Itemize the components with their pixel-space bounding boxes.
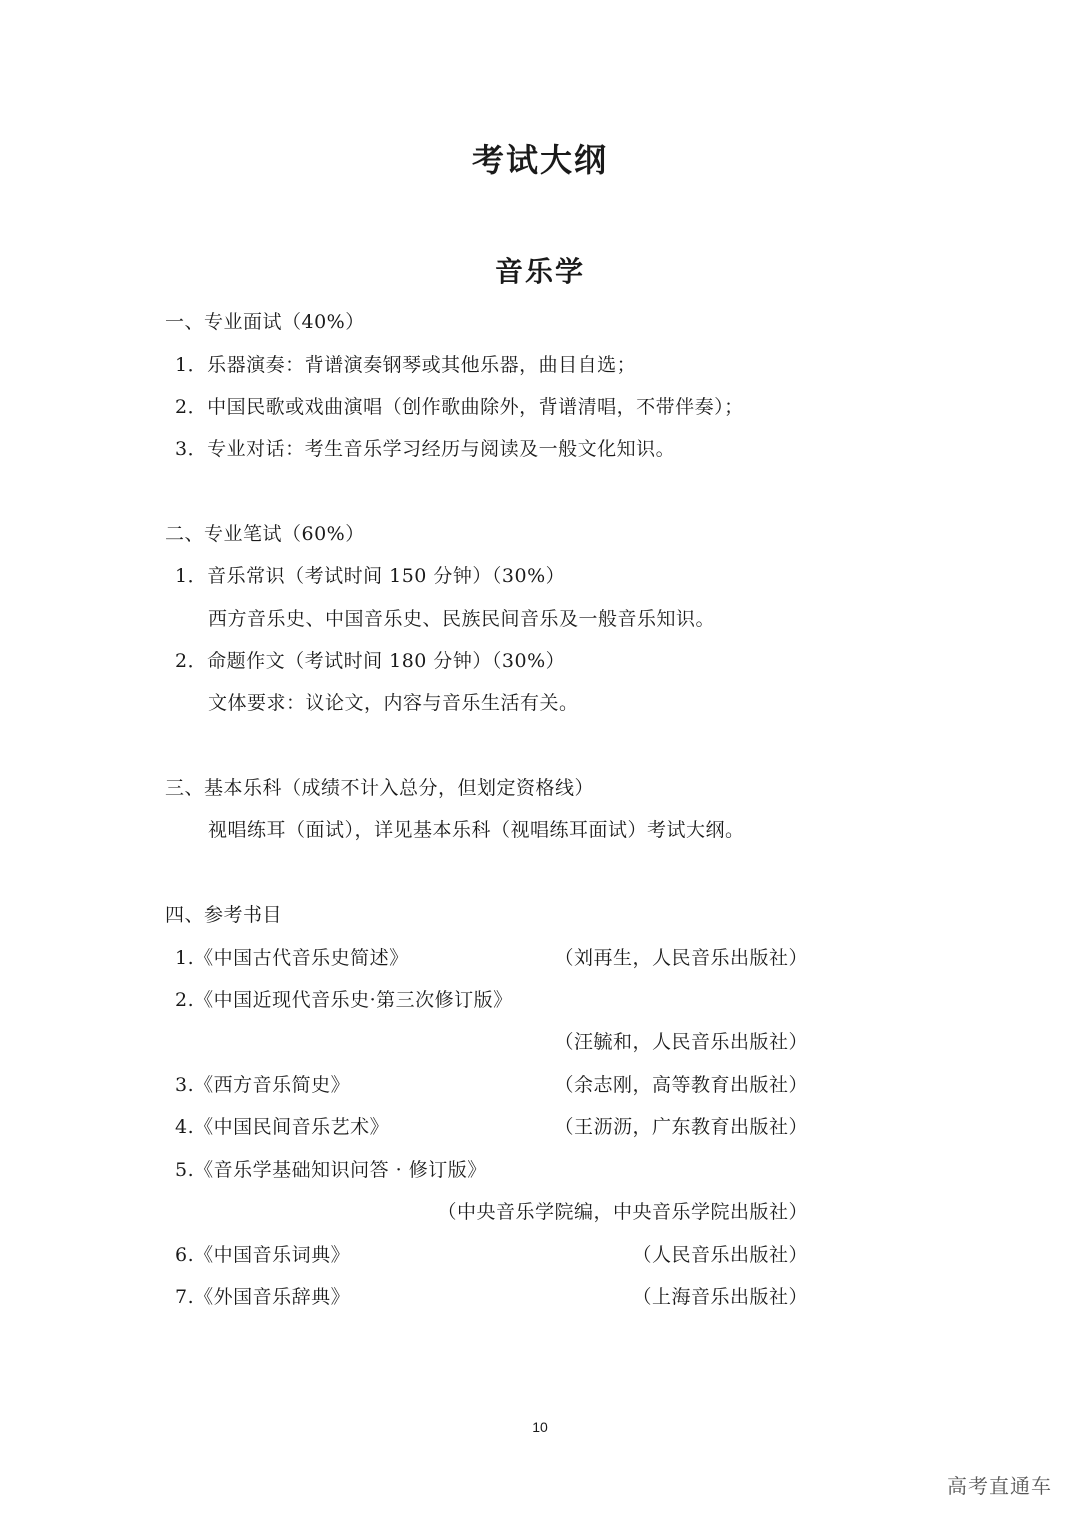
list-item: 2．中国民歌或戏曲演唱（创作歌曲除外，背谱清唱，不带伴奏）； [175, 396, 744, 418]
reference-title: 5.《音乐学基础知识问答 · 修订版》 [175, 1159, 487, 1181]
subject-title: 音乐学 [494, 255, 585, 288]
reference-title: 2.《中国近现代音乐史·第三次修订版》 [175, 989, 513, 1011]
list-item: 1．乐器演奏：背谱演奏钢琴或其他乐器，曲目自选； [175, 354, 637, 376]
watermark: 高考直通车 [947, 1474, 1052, 1498]
section-heading: 一、专业面试（40%） [165, 311, 365, 333]
reference-publisher: （余志刚，高等教育出版社） [554, 1074, 808, 1096]
reference-title: 7.《外国音乐辞典》 [175, 1286, 351, 1308]
reference-publisher: （王沥沥，广东教育出版社） [554, 1116, 808, 1138]
reference-title: 4.《中国民间音乐艺术》 [175, 1116, 390, 1138]
list-item-description: 视唱练耳（面试），详见基本乐科（视唱练耳面试）考试大纲。 [208, 819, 745, 841]
reference-publisher: （汪毓和，人民音乐出版社） [554, 1031, 808, 1053]
list-item: 1．音乐常识（考试时间 150 分钟）（30%） [175, 565, 566, 587]
list-item-description: 文体要求：议论文，内容与音乐生活有关。 [208, 692, 579, 714]
reference-publisher: （中央音乐学院编，中央音乐学院出版社） [437, 1201, 808, 1223]
reference-publisher: （刘再生，人民音乐出版社） [554, 947, 808, 969]
reference-publisher: （人民音乐出版社） [632, 1244, 808, 1266]
reference-title: 3.《西方音乐简史》 [175, 1074, 351, 1096]
list-item: 2．命题作文（考试时间 180 分钟）（30%） [175, 650, 566, 672]
list-item-description: 西方音乐史、中国音乐史、民族民间音乐及一般音乐知识。 [208, 608, 716, 630]
page-title: 考试大纲 [471, 141, 608, 179]
section-heading: 四、参考书目 [165, 904, 283, 926]
section-heading: 三、基本乐科（成绩不计入总分，但划定资格线） [165, 777, 595, 799]
reference-title: 6.《中国音乐词典》 [175, 1244, 351, 1266]
reference-title: 1.《中国古代音乐史简述》 [175, 947, 409, 969]
page-number: 10 [532, 1419, 548, 1435]
list-item: 3．专业对话：考生音乐学习经历与阅读及一般文化知识。 [175, 438, 676, 460]
section-heading: 二、专业笔试（60%） [165, 523, 365, 545]
reference-publisher: （上海音乐出版社） [632, 1286, 808, 1308]
